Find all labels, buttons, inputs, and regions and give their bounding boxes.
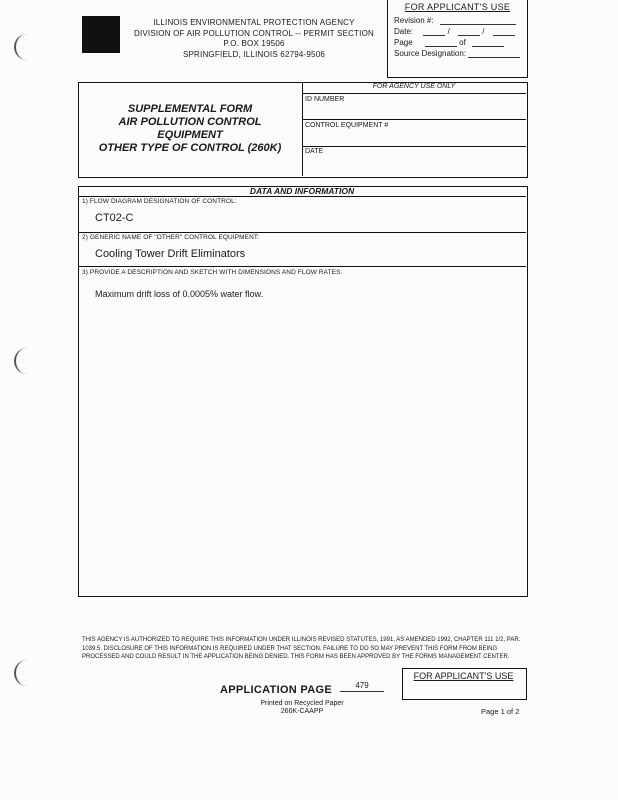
form-title-line-3: EQUIPMENT	[157, 129, 223, 141]
data-header-divider	[78, 196, 526, 197]
agency-line-3: P.O. BOX 19506	[223, 39, 285, 48]
page-field[interactable]	[425, 38, 457, 47]
answer-3-description[interactable]: Maximum drift loss of 0.0005% water flow.	[95, 289, 264, 299]
agency-use-header: FOR AGENCY USE ONLY	[372, 83, 456, 90]
source-designation-label: Source Designation:	[394, 49, 467, 58]
application-page-label: APPLICATION PAGE	[220, 684, 332, 696]
applicant-use-footer-header: FOR APPLICANT'S USE	[413, 671, 514, 681]
page-indicator: Page 1 of 2	[481, 707, 520, 716]
question-3-label: 3) PROVIDE A DESCRIPTION AND SKETCH WITH DIMENSIONS AND FLOW RATES:	[82, 269, 343, 276]
printed-note	[232, 700, 372, 716]
agency-address	[124, 18, 384, 60]
page-label: Page	[394, 38, 413, 47]
agency-date-label: DATE	[305, 148, 324, 155]
page-total-field[interactable]	[472, 38, 504, 47]
form-title-line-4: OTHER TYPE OF CONTROL (260K)	[98, 142, 282, 154]
agency-logo	[82, 16, 120, 53]
question-2-label: 2) GENERIC NAME OF "OTHER" CONTROL EQUIPMENT:	[82, 234, 260, 241]
form-title	[80, 103, 300, 155]
source-designation-field[interactable]	[468, 49, 520, 58]
applicant-use-box	[387, 0, 528, 78]
answer-1-flow-diagram-designation[interactable]: CT02-C	[95, 212, 134, 224]
form-title-line-2: AIR POLLUTION CONTROL	[118, 116, 262, 128]
data-information-header: DATA AND INFORMATION	[249, 186, 355, 196]
revision-label: Revision #:	[394, 16, 434, 25]
binder-hole-bottom	[14, 660, 28, 686]
legal-disclaimer: THIS AGENCY IS AUTHORIZED TO REQUIRE THIS INFORMATION UNDER ILLINOIS REVISED STATUTES, 1991, AS AMENDED 1992, CHAPTER 111 1/2, PAR. 1039.5. DISCLOSURE OF THIS INFORMATION IS REQUIRED UNDER THAT SECTION. FAILURE TO DO SO MAY PREVENT THIS FORM FROM BEING PROCESSED AND COULD RESULT IN THE APPLICATION BEING DENIED. THIS FORM HAS BEEN APPROVED BY THE FORMS MANAGEMENT CENTER.	[82, 637, 521, 660]
control-equipment-label: CONTROL EQUIPMENT #	[305, 122, 389, 129]
id-number-label: ID NUMBER	[305, 96, 345, 103]
binder-hole-top	[14, 34, 28, 60]
date-separator-2: /	[482, 27, 485, 36]
date-label: Date:	[394, 27, 414, 36]
agency-row-divider-1	[302, 119, 526, 120]
revision-field[interactable]	[440, 16, 516, 25]
date-year-field[interactable]	[493, 27, 515, 36]
recycled-paper-note: Printed on Recycled Paper	[260, 700, 344, 707]
answer-2-generic-name[interactable]: Cooling Tower Drift Eliminators	[95, 248, 246, 260]
form-code: 260K-CAAPP	[280, 708, 324, 715]
date-day-field[interactable]	[458, 27, 480, 36]
binder-hole-middle	[14, 348, 28, 374]
form-title-line-1: SUPPLEMENTAL FORM	[127, 103, 253, 115]
agency-line-4: SPRINGFIELD, ILLINOIS 62794-9506	[182, 49, 326, 59]
question-2-divider	[78, 266, 526, 267]
application-page-number[interactable]: 479	[340, 681, 384, 692]
date-separator-1: /	[447, 27, 450, 36]
question-1-divider	[78, 232, 526, 233]
date-month-field[interactable]	[423, 27, 445, 36]
applicant-use-header: FOR APPLICANT'S USE	[404, 2, 511, 12]
question-1-label: 1) FLOW DIAGRAM DESIGNATION OF CONTROL:	[82, 198, 237, 205]
agency-line-1: ILLINOIS ENVIRONMENTAL PROTECTION AGENCY	[153, 18, 355, 27]
agency-row-divider-2	[302, 146, 526, 147]
agency-header-divider	[302, 93, 526, 94]
of-label: of	[459, 38, 466, 47]
agency-line-2: DIVISION OF AIR POLLUTION CONTROL -- PERMIT SECTION	[133, 28, 374, 38]
